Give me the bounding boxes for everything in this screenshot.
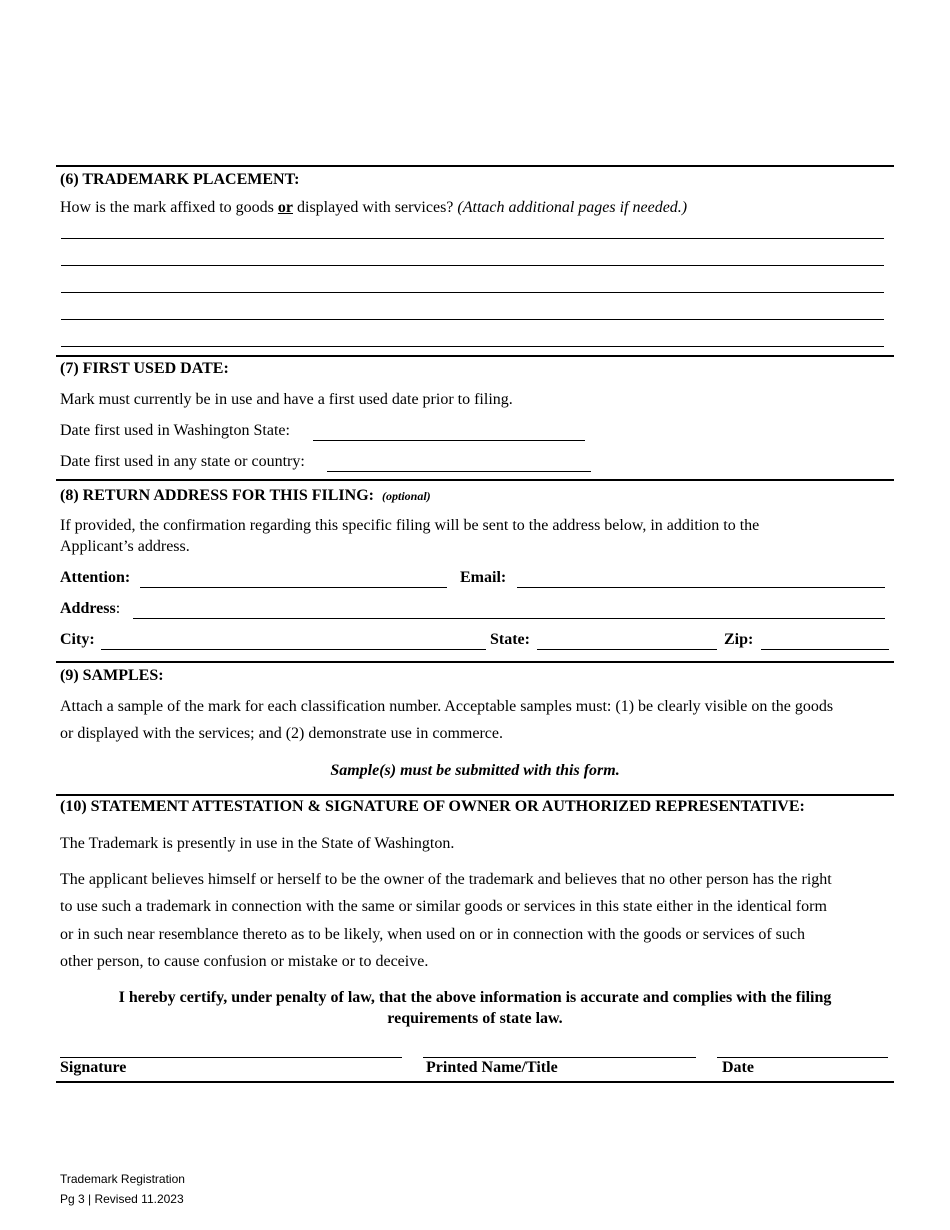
section-divider bbox=[56, 165, 894, 167]
address-field[interactable] bbox=[133, 618, 885, 619]
placement-answer-line-4[interactable] bbox=[61, 319, 884, 320]
section-10-heading: (10) STATEMENT ATTESTATION & SIGNATURE OF OWNER OR AUTHORIZED REPRESENTATIVE: bbox=[60, 798, 805, 815]
placement-question bbox=[60, 199, 687, 217]
printed-name-field[interactable] bbox=[423, 1057, 696, 1058]
email-label: Email: bbox=[460, 569, 507, 586]
email-field[interactable] bbox=[517, 587, 885, 588]
attestation-line-3: or in such near resemblance thereto as to be likely, when used on or in connection with the goods or services of such bbox=[60, 926, 805, 943]
date-label: Date bbox=[722, 1059, 754, 1076]
section-divider bbox=[56, 661, 894, 663]
placement-question-or: or bbox=[277, 199, 293, 216]
return-address-desc-2: Applicant’s address. bbox=[60, 538, 190, 555]
city-field[interactable] bbox=[101, 649, 486, 650]
attestation-line-4: other person, to cause confusion or mistake or to deceive. bbox=[60, 953, 429, 970]
optional-tag: (optional) bbox=[381, 489, 431, 503]
signature-label: Signature bbox=[60, 1059, 127, 1076]
section-8-heading: (8) RETURN ADDRESS FOR THIS FILING: bbox=[60, 487, 374, 504]
date-any-label: Date first used in any state or country: bbox=[60, 453, 305, 470]
date-field[interactable] bbox=[717, 1057, 888, 1058]
section-divider bbox=[56, 1081, 894, 1083]
samples-text-2: or displayed with the services; and (2) demonstrate use in commerce. bbox=[60, 725, 503, 742]
section-divider bbox=[56, 479, 894, 481]
placement-question-text: How is the mark affixed to goods bbox=[60, 199, 274, 216]
date-any-field[interactable] bbox=[327, 471, 591, 472]
address-label-row bbox=[60, 600, 120, 618]
date-wa-label: Date first used in Washington State: bbox=[60, 422, 290, 439]
attention-field[interactable] bbox=[140, 587, 447, 588]
placement-answer-line-2[interactable] bbox=[61, 265, 884, 266]
section-9-heading: (9) SAMPLES: bbox=[60, 667, 164, 684]
state-field[interactable] bbox=[537, 649, 717, 650]
address-label: Address bbox=[60, 600, 116, 617]
footer-title: Trademark Registration bbox=[60, 1172, 185, 1186]
state-label: State: bbox=[490, 631, 530, 648]
placement-question-note: (Attach additional pages if needed.) bbox=[457, 199, 688, 216]
placement-answer-line-5[interactable] bbox=[61, 346, 884, 347]
certify-line-1: I hereby certify, under penalty of law, that the above information is accurate and complies with the filing bbox=[118, 989, 832, 1006]
section-8-heading-row bbox=[60, 487, 431, 505]
section-7-heading: (7) FIRST USED DATE: bbox=[60, 360, 229, 377]
attestation-line-1: The applicant believes himself or herself to be the owner of the trademark and believes that no other person has the right bbox=[60, 871, 832, 888]
samples-text-1: Attach a sample of the mark for each classification number. Acceptable samples must: (1) be clearly visible on the goods bbox=[60, 698, 834, 715]
zip-field[interactable] bbox=[761, 649, 889, 650]
placement-answer-line-3[interactable] bbox=[61, 292, 884, 293]
return-address-desc-1: If provided, the confirmation regarding this specific filing will be sent to the address below, in addition to the bbox=[60, 517, 760, 534]
samples-required-note: Sample(s) must be submitted with this form. bbox=[330, 762, 620, 779]
signature-field[interactable] bbox=[60, 1057, 402, 1058]
first-used-note: Mark must currently be in use and have a first used date prior to filing. bbox=[60, 391, 513, 408]
section-6-heading: (6) TRADEMARK PLACEMENT: bbox=[60, 171, 300, 188]
attestation-line-2: to use such a trademark in connection with the same or similar goods or services in this state either in the identical form bbox=[60, 898, 827, 915]
section-divider bbox=[56, 355, 894, 357]
date-wa-field[interactable] bbox=[313, 440, 585, 441]
printed-name-label: Printed Name/Title bbox=[426, 1059, 558, 1076]
attention-label: Attention: bbox=[60, 569, 131, 586]
city-label: City: bbox=[60, 631, 95, 648]
address-colon: : bbox=[115, 600, 121, 617]
section-divider bbox=[56, 794, 894, 796]
footer-page-info: Pg 3 | Revised 11.2023 bbox=[60, 1192, 184, 1206]
certify-line-2: requirements of state law. bbox=[387, 1010, 563, 1027]
zip-label: Zip: bbox=[724, 631, 754, 648]
in-use-statement: The Trademark is presently in use in the State of Washington. bbox=[60, 835, 455, 852]
placement-answer-line-1[interactable] bbox=[61, 238, 884, 239]
placement-question-text-2: displayed with services? bbox=[297, 199, 454, 216]
